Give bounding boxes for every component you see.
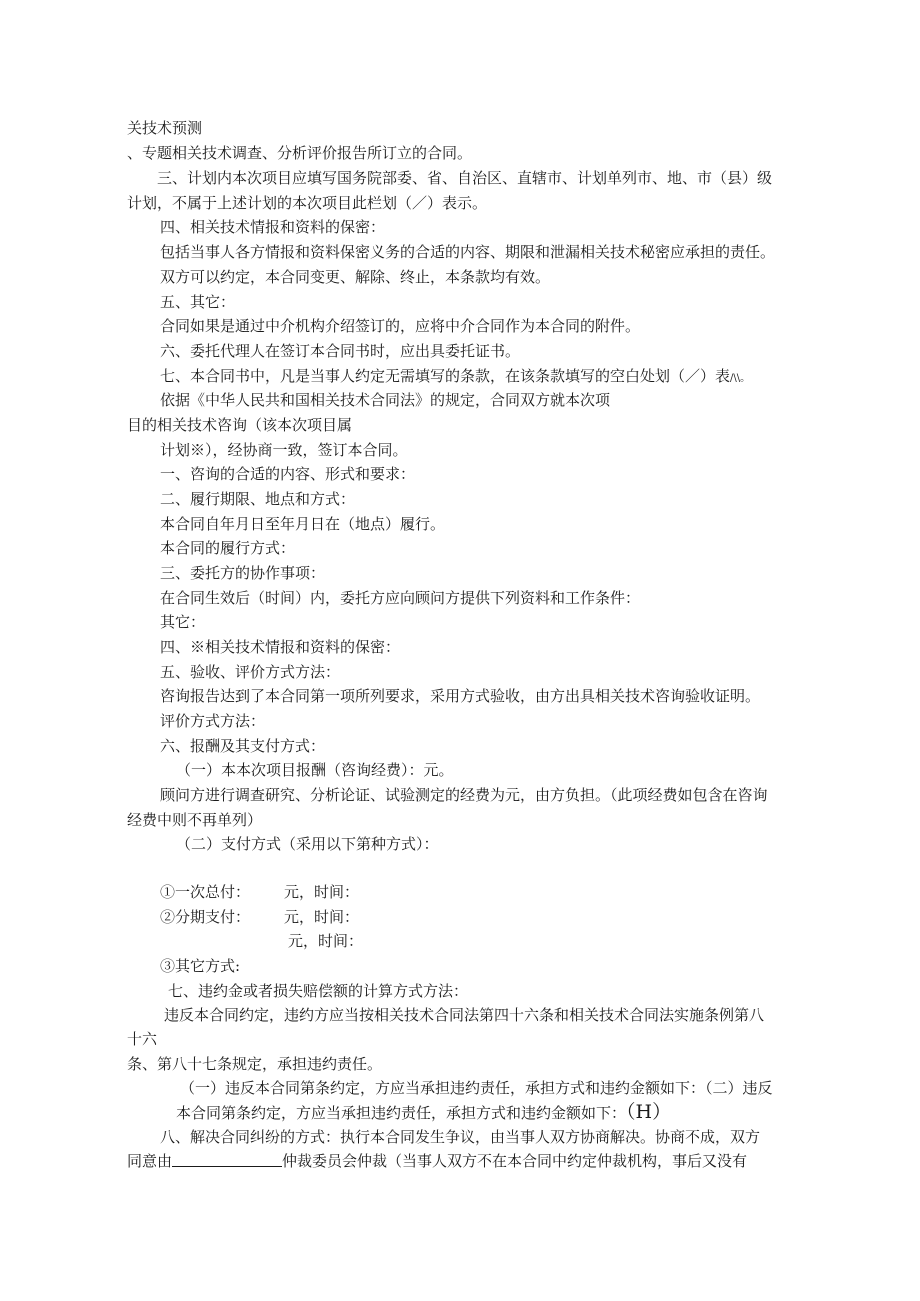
text-fragment: 本合同第条约定，方应当承担违约责任，承担方式和违约金额如下： bbox=[176, 1104, 627, 1122]
section-heading: 六、报酬及其支付方式： bbox=[160, 737, 326, 755]
text-line: 在合同生效后（时间）内，委托方应向顾问方提供下列资料和工作条件： bbox=[160, 589, 641, 607]
text-line: 经费中则不再单列） bbox=[127, 811, 263, 829]
text-line: 双方可以约定，本合同变更、解除、终止，本条款均有效。 bbox=[160, 268, 551, 286]
text-line: 六、委托代理人在签订本合同书时，应出具委托证书。 bbox=[160, 342, 521, 360]
text-line: 目的相关技术咨询（该本次项目属 bbox=[127, 416, 353, 434]
text-fragment: 七、本合同书中，凡是当事人约定无需填写的条款，在该条款填写的空白处划（／）表 bbox=[160, 367, 731, 385]
text-line bbox=[176, 1102, 671, 1123]
section-heading: 五、验收、评价方式方法： bbox=[160, 663, 341, 681]
text-line: 本合同自年月日至年月日在（地点）履行。 bbox=[160, 515, 446, 533]
section-heading: 四、※相关技术情报和资料的保密： bbox=[160, 638, 401, 656]
section-heading: 五、其它： bbox=[160, 293, 236, 311]
text-line: 、专题相关技术调查、分析评价报告所订立的合同。 bbox=[127, 144, 473, 162]
payment-line: 元，时间： bbox=[284, 908, 360, 926]
text-line: （一）本本次项目报酬（咨询经费）：元。 bbox=[176, 761, 454, 779]
text-line: 依据《中华人民共和国相关技术合同法》的规定，合同双方就本次项 bbox=[160, 391, 611, 409]
payment-line: ③其它方式: bbox=[160, 957, 241, 975]
text-line: 计划※），经协商一致，签订本合同。 bbox=[160, 441, 408, 459]
section-heading: 四、相关技术情报和资料的保密： bbox=[160, 218, 386, 236]
text-line: 本合同的履行方式： bbox=[160, 539, 296, 557]
text-line bbox=[160, 366, 750, 389]
text-line: （二）支付方式（采用以下第种方式）： bbox=[176, 835, 439, 853]
text-line: 评价方式方法： bbox=[160, 712, 266, 730]
text-fragment: 同意由 bbox=[127, 1152, 173, 1170]
text-line: 咨询报告达到了本合同第一项所列要求，采用方式验收，由方出具相关技术咨询验收证明。 bbox=[160, 687, 761, 705]
text-line: 三、计划内本次项目应填写国务院部委、省、自治区、直辖市、计划单列市、地、市（县）级 bbox=[157, 169, 773, 187]
text-fragment: 仲裁委员会仲裁（当事人双方不在本合同中约定仲裁机构，事后又没有 bbox=[282, 1152, 748, 1170]
payment-line: ②分期支付： bbox=[160, 908, 251, 926]
text-fragment: （H） bbox=[626, 1101, 672, 1123]
section-heading: 七、违约金或者损失赔偿额的计算方式方法： bbox=[168, 982, 469, 1000]
text-line bbox=[127, 1151, 747, 1171]
text-line: 条、第八十七条规定，承担违约责任。 bbox=[127, 1055, 383, 1073]
text-line: 包括当事人各方情报和资料保密义务的合适的内容、期限和泄漏相关技术秘密应承担的责任。 bbox=[160, 243, 776, 261]
text-line: 违反本合同约定，违约方应当按相关技术合同法第四十六条和相关技术合同法实施条例第八 bbox=[164, 1006, 765, 1024]
text-line: 关技术预测 bbox=[127, 119, 203, 137]
section-heading: 八、解决合同纠纷的方式：执行本合同发生争议，由当事人双方协商解决。协商不成，双方 bbox=[160, 1128, 761, 1146]
fill-in-blank bbox=[172, 1152, 282, 1167]
payment-line: 元，时间： bbox=[288, 932, 364, 950]
section-heading: 一、咨询的合适的内容、形式和要求： bbox=[160, 465, 416, 483]
text-line: 计划，不属于上述计划的本次项目此栏划（／）表示。 bbox=[127, 194, 488, 212]
text-line: 顾问方进行调查研究、分析论证、试验测定的经费为元，由方负担。（此项经费如包含在咨询 bbox=[160, 786, 768, 804]
section-heading: 二、履行期限、地点和方式： bbox=[160, 490, 356, 508]
text-line: 其它： bbox=[160, 613, 206, 631]
text-line: （一）违反本合同第条约定，方应当承担违约责任，承担方式和违约金额如下：（二）违反 bbox=[180, 1079, 773, 1097]
text-fragment: /\\。 bbox=[730, 373, 751, 384]
section-heading: 三、委托方的协作事项： bbox=[160, 564, 326, 582]
payment-line: 元，时间： bbox=[284, 883, 360, 901]
text-line: 十六 bbox=[127, 1030, 158, 1048]
payment-line: ①一次总付： bbox=[160, 883, 251, 901]
text-line: 合同如果是通过中介机构介绍签订的，应将中介合同作为本合同的附件。 bbox=[160, 317, 641, 335]
